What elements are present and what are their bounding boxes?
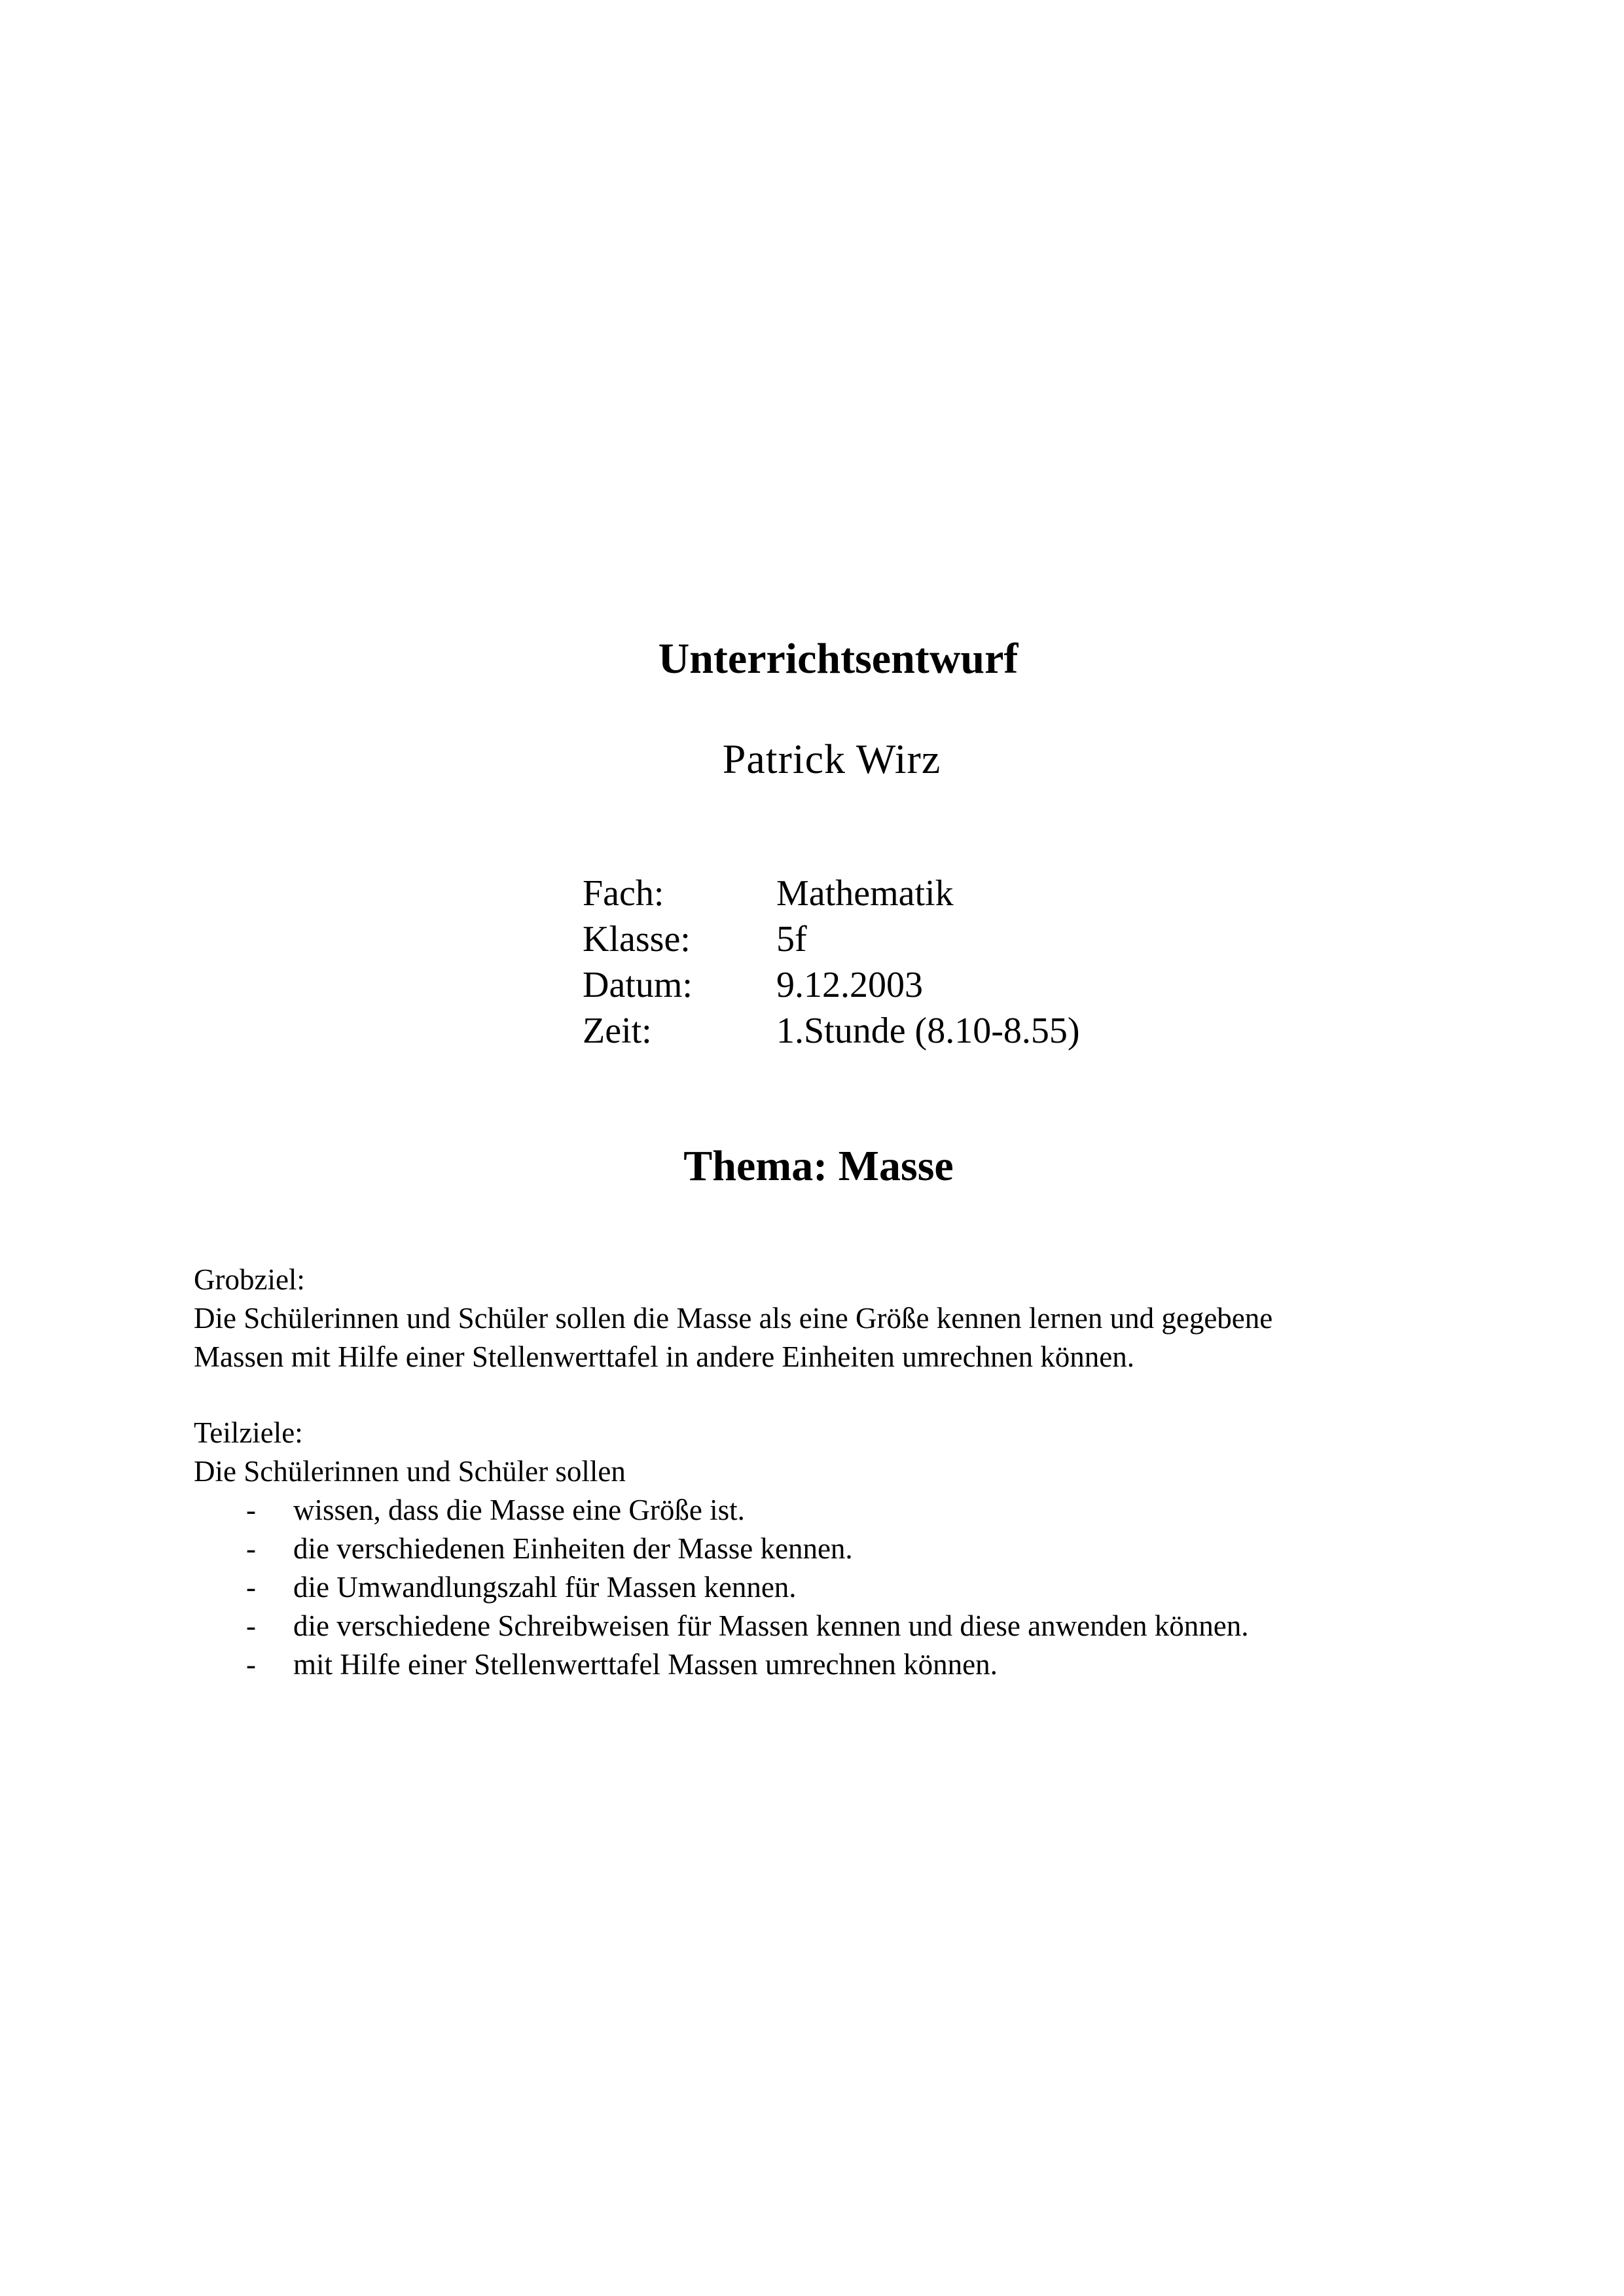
meta-key: Zeit: <box>583 1011 652 1051</box>
lesson-meta-table <box>583 870 1080 1054</box>
bullet-dash: - <box>246 1648 256 1681</box>
list-item <box>194 1645 1490 1684</box>
main-goal-section <box>194 1261 1490 1376</box>
meta-value: 9.12.2003 <box>776 965 923 1005</box>
main-goal-line: Massen mit Hilfe einer Stellenwerttafel in andere Einheiten umrechnen können. <box>194 1340 1134 1373</box>
list-item-text: die Umwandlungszahl für Massen kennen. <box>293 1571 797 1604</box>
sub-goals-list <box>194 1491 1490 1684</box>
meta-value: 1.Stunde (8.10-8.55) <box>776 1011 1080 1051</box>
meta-row-class <box>583 916 1080 962</box>
bullet-dash: - <box>246 1532 256 1565</box>
meta-value: 5f <box>776 919 807 960</box>
list-item-text: mit Hilfe einer Stellenwerttafel Massen umrechnen können. <box>293 1648 998 1681</box>
list-item-text: wissen, dass die Masse eine Größe ist. <box>293 1494 745 1526</box>
topic-heading: Thema: Masse <box>683 1142 954 1190</box>
list-item <box>194 1607 1490 1645</box>
sub-goals-intro: Die Schülerinnen und Schüler sollen <box>194 1455 626 1488</box>
bullet-dash: - <box>246 1609 256 1642</box>
list-item <box>194 1491 1490 1530</box>
sub-goals-heading: Teilziele: <box>194 1416 303 1449</box>
document-title: Unterrichtsentwurf <box>658 635 1019 683</box>
bullet-dash: - <box>246 1571 256 1604</box>
list-item <box>194 1568 1490 1607</box>
meta-key: Datum: <box>583 965 693 1005</box>
meta-key: Klasse: <box>583 919 691 960</box>
meta-value: Mathematik <box>776 873 954 914</box>
main-goal-heading: Grobziel: <box>194 1263 305 1296</box>
list-item-text: die verschiedene Schreibweisen für Massen kennen und diese anwenden können. <box>293 1609 1249 1642</box>
meta-row-subject <box>583 870 1080 916</box>
list-item-text: die verschiedenen Einheiten der Masse kennen. <box>293 1532 853 1565</box>
author-name: Patrick Wirz <box>722 736 941 782</box>
meta-key: Fach: <box>583 873 664 914</box>
main-goal-line: Die Schülerinnen und Schüler sollen die Masse als eine Größe kennen lernen und gegebene <box>194 1302 1273 1335</box>
list-item <box>194 1530 1490 1568</box>
meta-row-time <box>583 1008 1080 1054</box>
bullet-dash: - <box>246 1494 256 1526</box>
meta-row-date <box>583 962 1080 1008</box>
sub-goals-section <box>194 1414 1490 1684</box>
